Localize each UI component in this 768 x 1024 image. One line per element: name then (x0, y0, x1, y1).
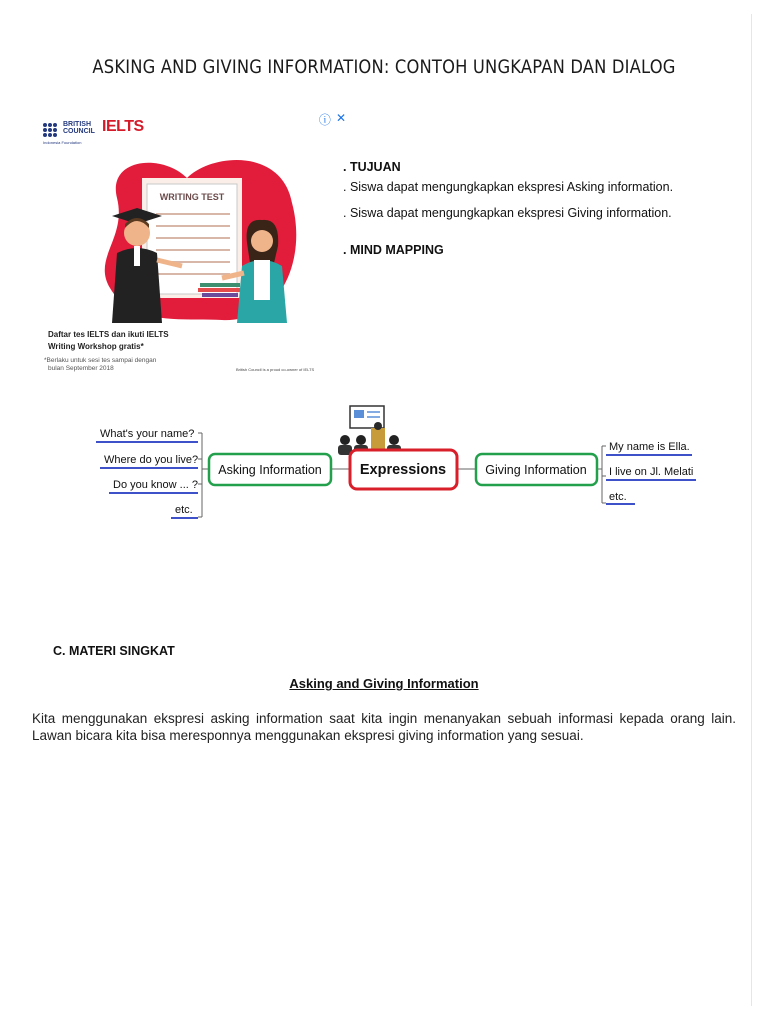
page-edge-divider (751, 14, 752, 1006)
ad-close-icon[interactable]: ✕ (335, 111, 346, 125)
asking-item-2: Where do you live? (104, 454, 199, 466)
giving-item-3: etc. (609, 491, 627, 503)
expressions-label: Expressions (359, 462, 447, 478)
ad-footnote-2: bulan September 2018 (48, 365, 114, 372)
ielts-advertisement[interactable] (40, 108, 350, 380)
mind-map-diagram (88, 400, 708, 530)
presentation-icon (338, 406, 401, 455)
asking-information-label: Asking Information (218, 463, 322, 477)
asking-giving-subheading: Asking and Giving Information (289, 676, 479, 691)
ielts-logo: IELTS (102, 118, 144, 135)
mind-mapping-heading: . MIND MAPPING (343, 243, 444, 257)
giving-information-label: Giving Information (485, 463, 587, 477)
tujuan-item-2: . Siswa dapat mengungkapkan ekspresi Giving information. (343, 206, 672, 220)
tujuan-item-1: . Siswa dapat mengungkapkan ekspresi Asking information. (343, 180, 674, 194)
writing-test-label: WRITING TEST (159, 192, 225, 202)
page-title: ASKING AND GIVING INFORMATION: CONTOH UNGKAPAN DAN DIALOG (92, 56, 676, 78)
materi-singkat-heading: C. MATERI SINGKAT (53, 644, 175, 658)
asking-item-4: etc. (175, 504, 193, 516)
ad-headline-2: Writing Workshop gratis* (48, 342, 144, 351)
asking-item-3: Do you know ... ? (113, 479, 198, 491)
asking-item-1: What's your name? (100, 428, 195, 440)
british-council-dots-icon (43, 123, 57, 137)
tujuan-heading: . TUJUAN (343, 160, 401, 174)
british-council-logo (43, 121, 103, 137)
giving-item-2: I live on Jl. Melati (609, 466, 694, 478)
ad-footnote-1: *Berlaku untuk sesi tes sampai dengan (44, 357, 157, 364)
giving-item-1: My name is Ella. (609, 441, 690, 453)
ad-credit: British Council is a proud co-owner of IELTS (236, 367, 315, 372)
british-council-wordmark: BRITISH COUNCIL (63, 121, 95, 135)
ad-info-icon[interactable]: ⓘ (318, 113, 331, 127)
writing-test-illustration (92, 148, 302, 328)
ad-controls (319, 111, 346, 128)
materi-paragraph: Kita menggunakan ekspresi asking information saat kita ingin menanyakan sebuah informasi kepada orang lain. Lawan bicara kita bisa meresponnya menggunakan ekspresi giving information yang sesuai. (32, 711, 736, 743)
ad-headline-1: Daftar tes IELTS dan ikuti IELTS (48, 330, 169, 339)
british-council-subline: Indonesia Foundation (43, 140, 82, 145)
